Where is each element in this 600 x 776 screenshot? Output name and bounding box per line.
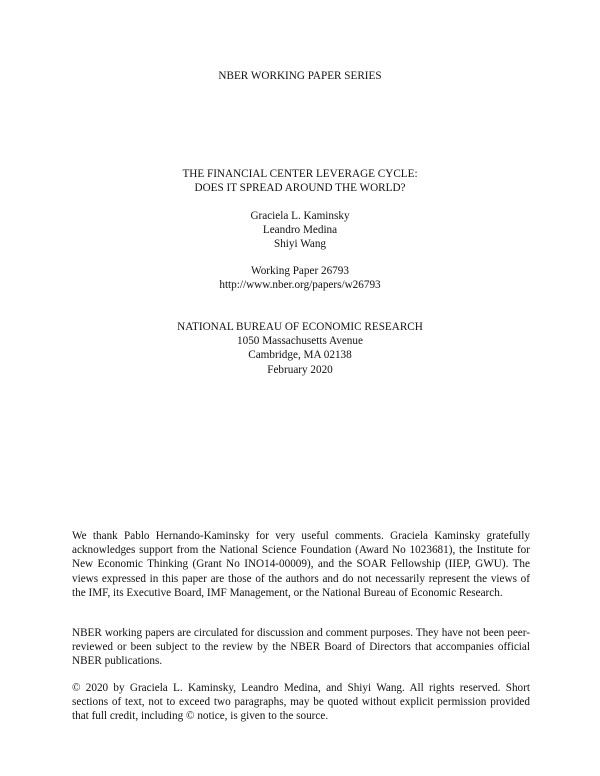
paper-title [0, 167, 600, 195]
working-paper-number: Working Paper 26793 [251, 265, 349, 277]
copyright-text: © 2020 by Graciela L. Kaminsky, Leandro Medina, and Shiyi Wang. All rights reserved. Short sections of text, not to exceed two paragraphs, may be quoted without explicit permission provided that full credit, including © notice, is given to the source. [72, 682, 530, 723]
author-list [0, 209, 600, 252]
author-name: Leandro Medina [262, 224, 338, 237]
working-paper-info [0, 264, 600, 292]
series-heading [0, 69, 600, 83]
institution-street: 1050 Massachusetts Avenue [237, 335, 363, 348]
author-name: Shiyi Wang [273, 238, 327, 251]
institution-city: Cambridge, MA 02138 [248, 349, 352, 362]
publication-date: February 2020 [267, 363, 333, 376]
working-paper-url[interactable]: http://www.nber.org/papers/w26793 [219, 279, 381, 292]
series-name: NBER WORKING PAPER SERIES [218, 70, 382, 82]
title-line-2: DOES IT SPREAD AROUND THE WORLD? [194, 182, 406, 195]
title-line-1: THE FINANCIAL CENTER LEVERAGE CYCLE: [182, 168, 418, 180]
copyright-note [72, 681, 530, 724]
institution-address [0, 320, 600, 377]
disclaimer-text: NBER working papers are circulated for discussion and comment purposes. They have not been peer-reviewed or been subject to the review by the NBER Board of Directors that accompanies official NBER publications. [72, 627, 530, 668]
institution-name: NATIONAL BUREAU OF ECONOMIC RESEARCH [177, 321, 423, 333]
acknowledgments-text: We thank Pablo Hernando-Kaminsky for very useful comments. Graciela Kaminsky gratefully acknowledges support from the National Science Foundation (Award No 1023681), the Institute for New Economic Thinking (Grant No INO14-00009), and the SOAR Fellowship (IIEP, GWU). The views expressed in this paper are those of the authors and do not necessarily represent the views of the IMF, its Executive Board, IMF Management, or the National Bureau of Economic Research. [72, 530, 530, 599]
disclaimer-note [72, 626, 530, 669]
author-name: Graciela L. Kaminsky [250, 210, 350, 222]
acknowledgments-note [72, 529, 530, 600]
